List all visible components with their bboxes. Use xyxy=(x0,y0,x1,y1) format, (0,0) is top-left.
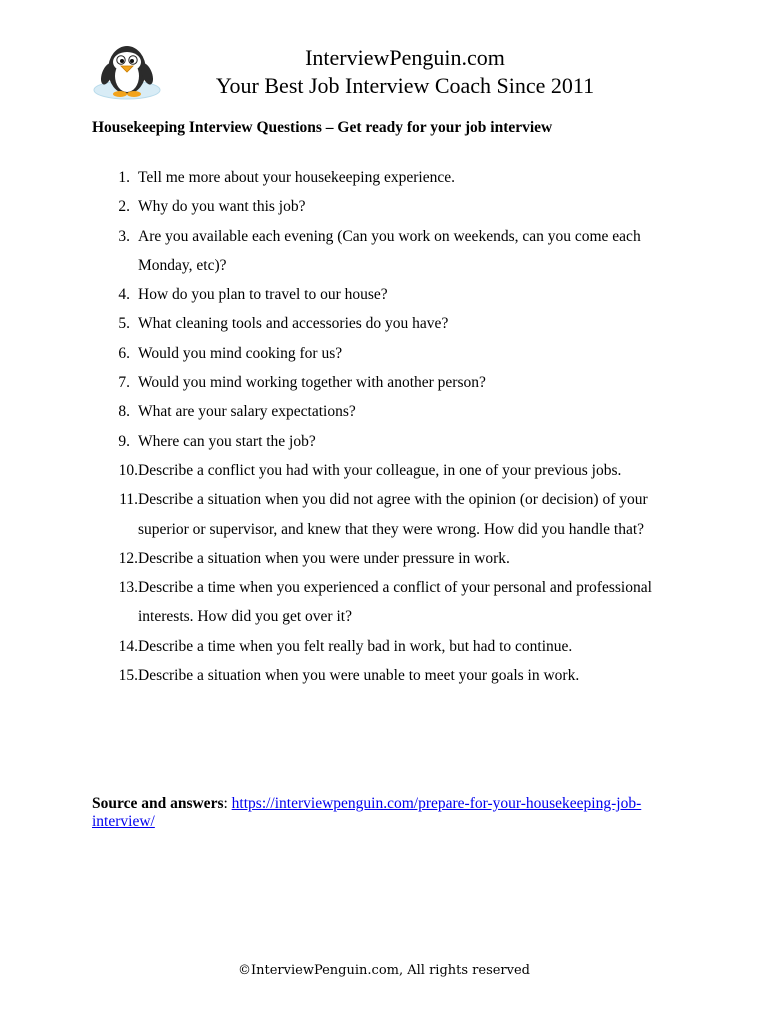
site-header xyxy=(170,44,640,100)
item-number: 11. xyxy=(119,491,138,509)
source-line xyxy=(92,795,652,831)
item-number: 9. xyxy=(118,432,130,450)
item-number: 14. xyxy=(118,637,138,655)
item-text: Describe a situation when you did not agree with the opinion (or decision) of your superior or supervisor, and knew that they were wrong. How did you handle that? xyxy=(138,491,648,538)
item-text: Describe a situation when you were under pressure in work. xyxy=(138,549,510,567)
list-item xyxy=(100,397,698,426)
list-item xyxy=(100,632,698,661)
item-text: Are you available each evening (Can you work on weekends, can you come each Monday, etc)? xyxy=(138,227,641,274)
item-number: 6. xyxy=(118,344,130,362)
source-label: Source and answers xyxy=(92,795,224,812)
source-separator: : xyxy=(223,795,232,812)
item-number: 7. xyxy=(118,374,130,392)
list-item xyxy=(100,222,698,281)
list-item xyxy=(100,485,698,544)
item-text: Describe a time when you felt really bad in work, but had to continue. xyxy=(138,637,573,655)
site-tagline: Your Best Job Interview Coach Since 2011 xyxy=(215,73,595,98)
item-number: 5. xyxy=(118,315,130,333)
penguin-icon xyxy=(92,40,162,102)
item-text: Describe a time when you experienced a conflict of your personal and professional interests. How did you get over it? xyxy=(138,579,652,626)
item-text: Why do you want this job? xyxy=(138,198,306,216)
item-text: Describe a conflict you had with your colleague, in one of your previous jobs. xyxy=(138,461,622,479)
list-item xyxy=(100,309,698,338)
item-text: Would you mind working together with another person? xyxy=(138,374,486,392)
item-text: Tell me more about your housekeeping experience. xyxy=(138,169,455,186)
source-link[interactable]: https://interviewpenguin.com/prepare-for-your-housekeeping-job-interview/ xyxy=(92,795,642,830)
list-item xyxy=(100,573,698,632)
list-item xyxy=(100,280,698,309)
list-item xyxy=(100,544,698,573)
list-item xyxy=(100,339,698,368)
list-item xyxy=(100,192,698,221)
list-item xyxy=(100,163,698,192)
list-item xyxy=(100,368,698,397)
item-number: 1. xyxy=(118,169,130,186)
item-text: What cleaning tools and accessories do you have? xyxy=(138,315,449,333)
item-number: 15. xyxy=(118,667,138,685)
document-title: Housekeeping Interview Questions – Get ready for your job interview xyxy=(92,119,553,136)
item-text: How do you plan to travel to our house? xyxy=(138,286,388,304)
site-name: InterviewPenguin.com xyxy=(305,45,505,70)
item-number: 4. xyxy=(118,286,130,304)
item-text: Describe a situation when you were unable to meet your goals in work. xyxy=(138,667,580,685)
item-text: Where can you start the job? xyxy=(138,432,316,450)
question-list xyxy=(100,163,698,690)
list-item xyxy=(100,661,698,690)
copyright-footer: ©InterviewPenguin.com, All rights reserved xyxy=(237,963,531,978)
item-text: What are your salary expectations? xyxy=(138,403,356,421)
list-item xyxy=(100,427,698,456)
item-number: 13. xyxy=(118,579,138,597)
item-number: 2. xyxy=(118,198,130,216)
list-item xyxy=(100,456,698,485)
item-number: 8. xyxy=(118,403,130,421)
item-number: 12. xyxy=(118,549,138,567)
item-number: 10. xyxy=(118,461,138,479)
item-number: 3. xyxy=(118,227,130,245)
item-text: Would you mind cooking for us? xyxy=(138,344,343,362)
